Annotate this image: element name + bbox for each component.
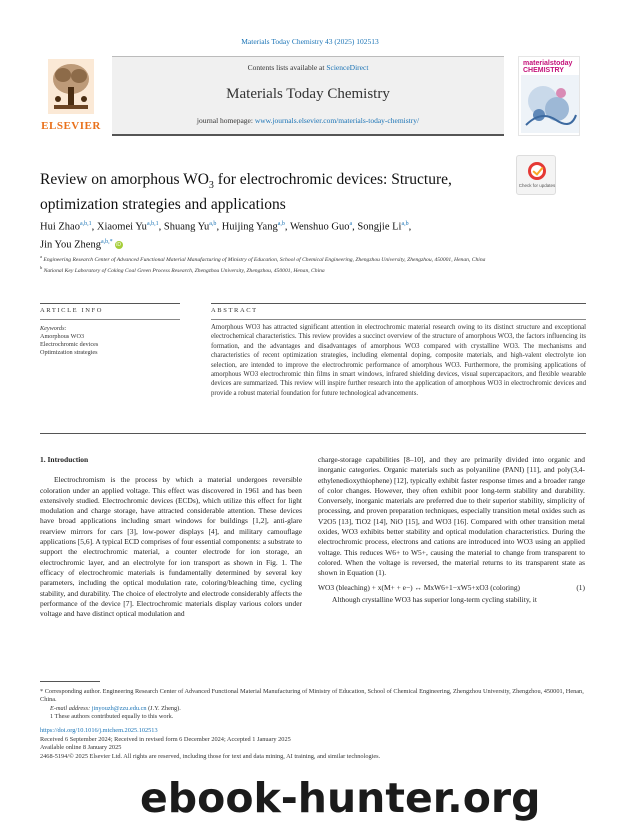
elsevier-logo[interactable] — [40, 56, 102, 136]
equation-number: (1) — [576, 582, 585, 592]
author-name[interactable]: Hui Zhao — [40, 221, 80, 233]
author-list: Hui Zhao$^{a,b,1}$, Xiaomei Yu$^{a,b,1}$, Shuang Yu$^{a,b}$, Huijing Yang$^{a,b}$, Wenshuo Guo$^a$, Songjie Li$^{a,b}$, Jin You Zheng$^{a,b,*}$iD — [40, 221, 412, 250]
homepage-line — [112, 103, 504, 125]
homepage-link[interactable]: www.journals.elsevier.com/materials-today-chemistry/ — [254, 116, 420, 125]
email-line — [40, 705, 585, 713]
info-sub-rule — [40, 319, 180, 320]
cover-title-line1: materialstoday — [523, 60, 573, 67]
cover-title — [523, 60, 572, 74]
affiliation-item — [40, 253, 585, 264]
watermark-text: ebook-hunter.org — [140, 774, 541, 822]
contents-prefix: Contents lists available at — [247, 63, 327, 72]
copyright-line: 2468-5194/© 2025 Elsevier Ltd. All rights are reserved, including those for text and data mining, AI training, and similar technologies. — [40, 752, 381, 760]
abstract-text: Amorphous WO3 has attracted significant attention in electrochromic material research owing to its distinct structure and exceptional electrochemical characteristics. This review provides a succinct overview of the structure of amorphous WO3, the factors influencing its formation, and the advantages and disadvantages of amorphous WO3 compared with crystalline WO3. The mechanisms and characteristics of recent optimization strategies, including elemental doping, composite materials, and high-valent electrolyte ion selection, are intended to improve the electrochromic performance of amorphous WO3. Furthermore, the promising applications of amorphous WO3 electrochromic thin films in smart windows, infrared shielding devices, visual supercapacitors, and flexible wearable devices are summarized. This review will inspire further research into the application of amorphous WO3 in electrochromic devices and provide a robust material foundation for future technological advancements. — [211, 324, 586, 397]
abstract-sub-rule — [211, 319, 586, 320]
elsevier-wordmark: ELSEVIER — [41, 120, 101, 132]
affiliation-sup: a — [40, 254, 42, 259]
homepage-label: journal homepage: — [196, 116, 255, 125]
journal-title: Materials Today Chemistry — [226, 86, 390, 102]
keyword-item: Electrochromic devices — [40, 341, 99, 348]
paper-title-block — [40, 170, 480, 214]
received-dates: Received 6 September 2024; Received in revised form 6 December 2024; Accepted 1 January 2025 — [40, 735, 291, 743]
author-name[interactable]: Wenshuo Guo — [289, 221, 350, 233]
author-name[interactable]: Shuang Yu — [163, 221, 210, 233]
cover-art-image — [521, 75, 579, 133]
keyword-item: Amorphous WO3 — [40, 333, 85, 340]
equal-contribution-note: 1 These authors contributed equally to this work. — [50, 712, 174, 720]
author-name[interactable]: Jin You Zheng — [40, 239, 101, 250]
body-column-left — [40, 455, 302, 619]
cover-title-line2: CHEMISTRY — [523, 67, 564, 74]
journal-masthead — [40, 56, 585, 136]
orcid-icon[interactable]: iD — [116, 242, 122, 248]
article-meta — [40, 727, 585, 761]
check-for-updates-label: Check for updates — [518, 183, 556, 188]
keywords-label: Keywords: — [40, 325, 67, 332]
elsevier-tree-logo-icon — [48, 59, 94, 114]
author-affil-sup[interactable]: a,b,1 — [146, 221, 159, 227]
equation-1 — [318, 583, 585, 593]
title-part-b: for electrochromic devices: Structure, optimization strategies and applications — [40, 171, 452, 214]
email-suffix: (J.Y. Zheng). — [146, 704, 181, 712]
author-affil-sup[interactable]: a,b,1 — [79, 221, 92, 227]
info-top-rule — [40, 303, 180, 304]
affiliation-item — [40, 264, 585, 275]
sciencedirect-link[interactable]: ScienceDirect — [326, 63, 369, 72]
author-name[interactable]: Huijing Yang — [221, 221, 278, 233]
title-subscript: 3 — [208, 180, 214, 192]
footnote-rule — [40, 681, 100, 682]
body-paragraph: charge-storage capabilities [8–10], and they are primarily divided into organic and inorganic categories. Organic materials such as polyaniline (PANI) [11], and poly(3,4-ethylenedioxythiophene) [12], typically exhibit faster response times and a broader range of color changes. However, they often exhibit poor long-term stability and durability. Conversely, inorganic materials are preferred due to their superior stability, simplicity of processing, and proven preparation techniques, especially transition metal oxides such as V2O5 [13], TiO2 [14], NiO [15], and WO3 [16]. Compared with other transition metal oxides, WO3 exhibits better stability and optical modulation characteristics. During the electrochromic process, electrons and cations are introduced into WO3 using an applied voltage. This reduces W6+ to W5+, causing the material to change from transparent to colored. When the voltage is reversed, the material returns to its transparent state as shown in Equation (1). — [318, 455, 585, 578]
email-label: E-mail address: — [50, 704, 92, 712]
body-column-right — [318, 455, 585, 605]
article-info-heading: ARTICLE INFO — [40, 307, 104, 314]
author-name[interactable]: Xiaomei Yu — [96, 221, 147, 233]
title-part-a: Review on amorphous WO — [40, 171, 209, 188]
author-affil-sup[interactable]: a,b — [401, 221, 409, 227]
paper-title — [40, 170, 480, 214]
abstract-heading: ABSTRACT — [211, 307, 258, 314]
journal-cover[interactable] — [518, 56, 580, 136]
author-affil-sup[interactable]: a,b — [277, 221, 285, 227]
email-link[interactable]: jinyouzh@zzu.edu.cn — [91, 704, 147, 712]
affiliation-sup: b — [40, 264, 43, 270]
author-affil-sup[interactable]: a — [349, 221, 353, 227]
affiliation-text: Engineering Research Center of Advanced Functional Material Manufacturing of Ministry of Education, School of Chemical Engineering, Zhengzhou University, Zhengzhou, 450001, Henan, China — [43, 256, 486, 263]
available-online: Available online 8 January 2025 — [40, 744, 122, 752]
author-name[interactable]: Songjie Li — [357, 221, 402, 233]
equation-body: WO3 (bleaching) + x(M+ + e−) ↔ MxW6+1−xW5+xO3 (coloring) — [318, 582, 521, 592]
keywords-block — [40, 325, 180, 357]
doi-link[interactable]: https://doi.org/10.1016/j.mtchem.2025.102513 — [40, 727, 158, 734]
section-heading-introduction: 1. Introduction — [40, 455, 89, 464]
abstract-bottom-rule — [40, 433, 586, 434]
keyword-item: Optimization strategies — [40, 349, 98, 356]
journal-reference[interactable]: Materials Today Chemistry 43 (2025) 102513 — [241, 37, 379, 46]
corresponding-author-note: * Corresponding author. Engineering Research Center of Advanced Functional Material Manufacturing of Ministry of Education, School of Chemical Engineering, Zhengzhou University, Zhengzhou, 450001, Henan, China. — [40, 688, 584, 704]
author-affil-sup[interactable]: a,b — [209, 221, 217, 227]
body-paragraph: Electrochromism is the process by which a material undergoes reversible coloration under an applied voltage. This effect was discovered in 1961 and has been extensively studied. Electrochromic devices (ECDs), which utilize this effect for light modulation and charge storage, have attracted considerable attention. These devices have broad applications including smart windows for buildings [1,2], anti-glare rearview mirrors for cars [3], low-power displays [4], and military camouflage applications [5,6]. A typical ECD comprises of four essential components: a substrate to support the electrochromic material, a counter electrode for ion storage, an electrochromic layer, and an electrolyte for ion transport as shown in Fig. 1. The efficacy of electrochromic materials is fundamentally determined by several key parameters, including the optical modulation rate, coloring/bleaching time, cycling stability, and durability. The choice of electrolyte and electrode considerably affects the performance of the device [7]. Electrochromic materials display various colors under voltage and have distinct optical modulation and — [40, 475, 302, 619]
check-for-updates-icon — [528, 162, 546, 180]
contents-line — [112, 57, 504, 72]
masthead-center — [112, 56, 504, 136]
affiliation-text: National Key Laboratory of Coking Coal Green Process Research, Zhengzhou University, Zhengzhou, 450001, Henan, China — [43, 267, 325, 274]
affiliations — [40, 253, 585, 275]
author-affil-sup[interactable]: a,b,* — [100, 238, 113, 245]
body-paragraph: Although crystalline WO3 has superior long-term cycling stability, it — [332, 594, 537, 604]
abstract-top-rule — [211, 303, 586, 304]
footnotes — [40, 688, 585, 721]
check-for-updates-badge[interactable] — [516, 155, 556, 195]
